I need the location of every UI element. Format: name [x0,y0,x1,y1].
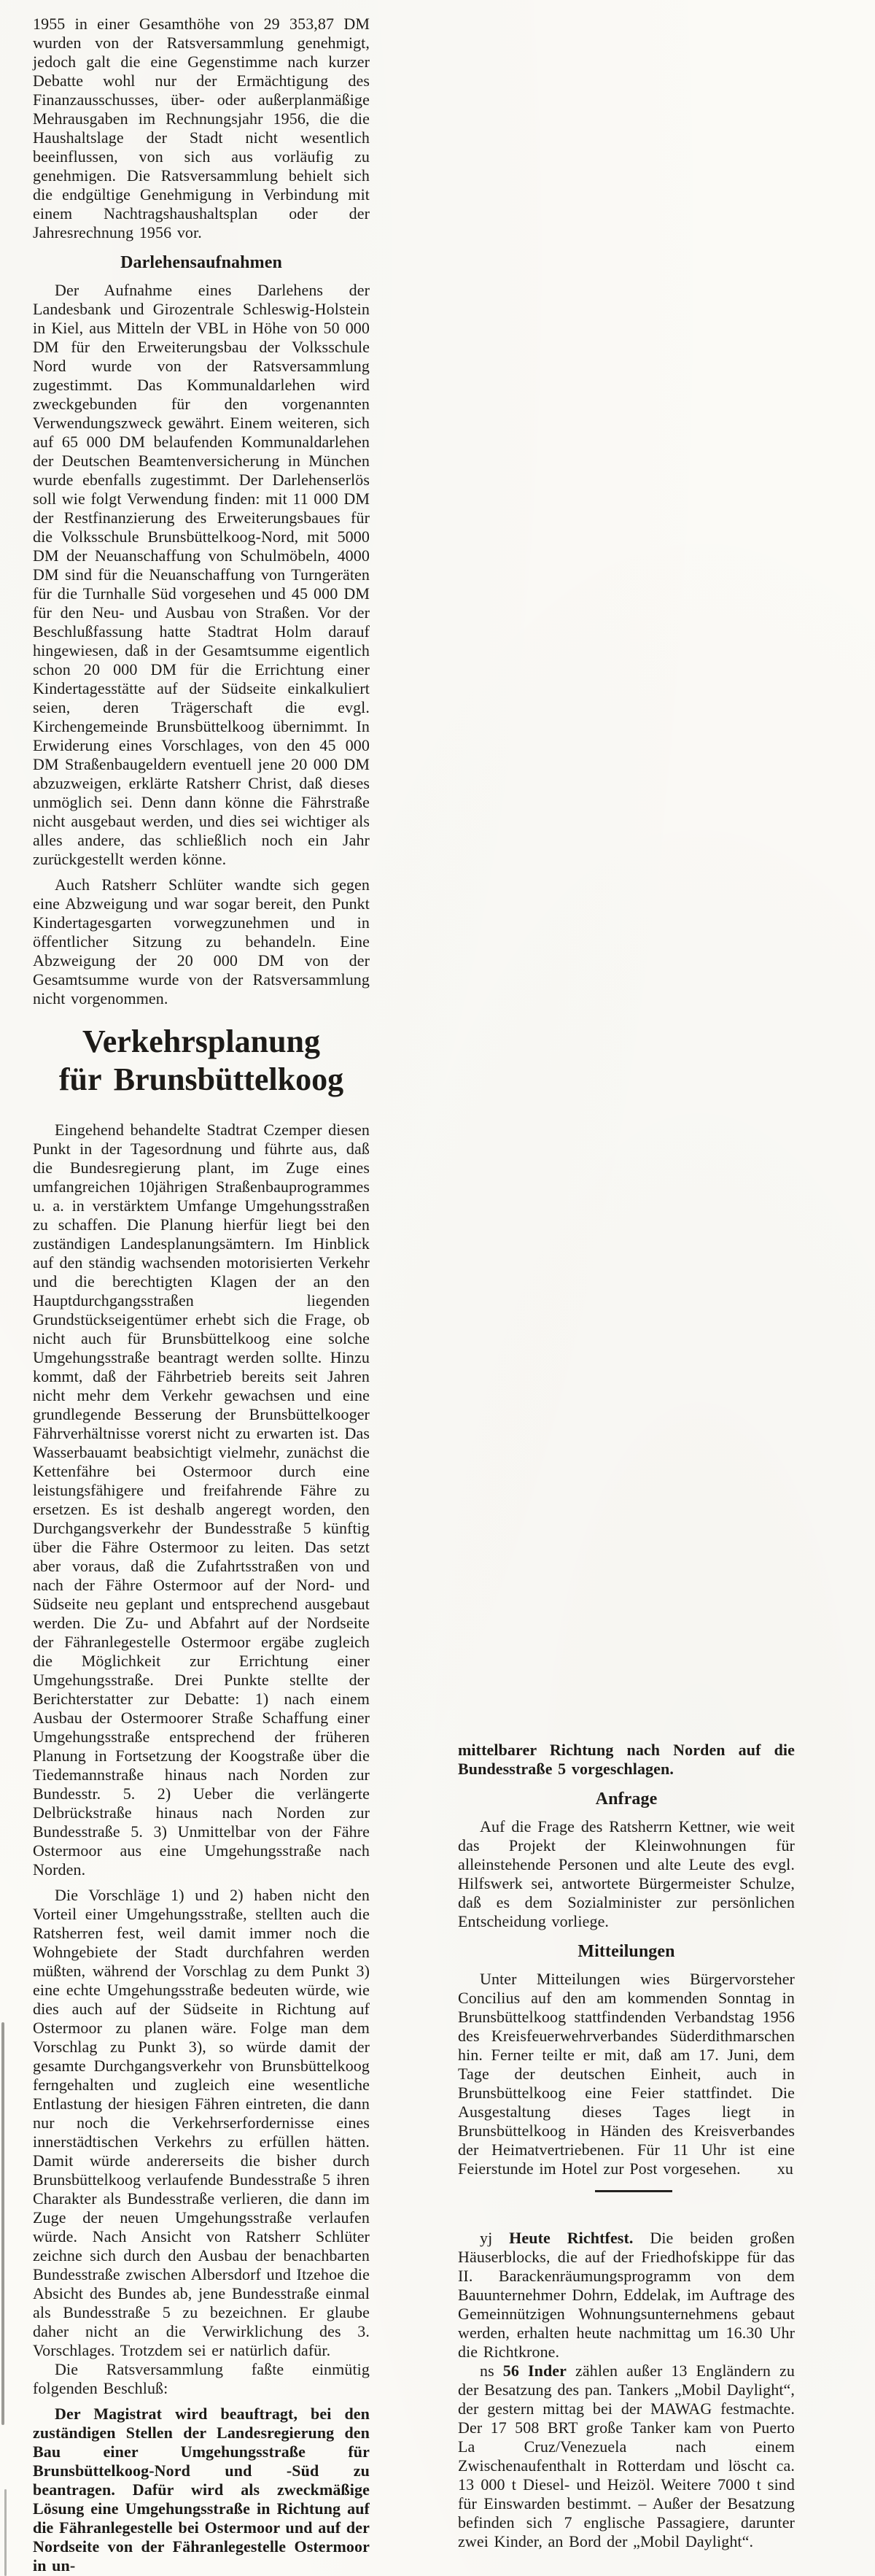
paragraph-text: yj [480,2229,510,2247]
paragraph-text: Auf die Frage des Ratsherrn Kettner, wie weit das Projekt der Kleinwohnungen für alleinstehende Personen und alte Leute des evgl. Hilfswerk sei, antwortete Bürgermeister Schulze, daß es dem Sozialminister zur persönlichen Entscheidung vorliege. [458,1817,795,1930]
column-left [33,15,370,2575]
paragraph-text: Die beiden großen Häuserblocks, die auf der Friedhofskippe für das II. Barackenräumungsprogramm von dem Bauunternehmer Dohrn, Eddelak, im Auftrage des Gemeinnützigen Wohnungsunternehmens gebaut werden, erhalten heute nachmittag um 16.30 Uhr die Richtkrone. [458,2229,795,2361]
paragraph-text: ns [480,2362,503,2380]
paragraph-text: Der Aufnahme eines Darlehens der Landesbank und Girozentrale Schleswig-Holstein in Kiel, aus Mitteln der VBL in Höhe von 50 000 DM für den Erweiterungsbau der Volksschule Nord wurde von der Ratsversammlung zugestimmt. Das Kommunaldarlehen wird zweckgebunden für den vorgenannten Verwendungszweck gewährt. Einem weiteren, sich auf 65 000 DM belaufenden Kommunaldarlehen der Deutschen Beamtenversicherung in München wurde ebenfalls zugestimmt. Der Darlehenserlös soll wie folgt Verwendung finden: mit 11 000 DM der Restfinanzierung des Erweiterungsbaues für die Volksschule Brunsbüttelkoog-Nord, mit 5000 DM der Neuanschaffung von Schulmöbeln, 4000 DM sind für die Neuanschaffung von Turngeräten für die Turnhalle Süd vorgesehen und 45 000 DM für den Neu- und Ausbau von Straßen. Vor der Beschlußfassung hatte Stadtrat Holm darauf hingewiesen, daß in der Gesamtsumme eigentlich schon 20 000 DM für die Errichtung einer Kindertagesstätte auf der Südseite einkalkuliert seien, deren Trägerschaft die evgl. Kirchengemeinde Brunsbüttelkoog übernimmt. In Erwiderung eines Vorschlages, von den 45 000 DM Straßenbaugeldern eventuell jene 20 000 DM abzuzweigen, erklärte Ratsherr Christ, daß dieses unmöglich sei. Denn dann könne die Fährstraße nicht ausgebaut werden, und dies sei wichtiger als alles andere, das schließlich noch ein Jahr zurückgestellt werden könne. [33,281,370,868]
article-paragraph [33,1886,370,2360]
paragraph-text: zählen außer 13 Engländern zu der Besatzung des pan. Tankers „Mobil Daylight“, der gestern mittag bei der MAWAG festmachte. Der 17 508 BRT große Tanker kam von Puerto La Cruz/Venezuela nach einem Zwischenaufenthalt in Rotterdam und löscht ca. 13 000 t Diesel- und Heizöl. Weitere 7000 t sind für Einswarden bestimmt. – Außer der Besatzung befinden sich 7 englische Passagiere, darunter zwei Kinder, an Bord der „Mobil Daylight“. [458,2362,795,2550]
headline-line: Verkehrsplanung [82,1024,321,1059]
headline-line: für Brunsbüttelkoog [58,1061,344,1097]
section-heading: Mitteilungen [578,1942,675,1961]
paragraph-text: 1955 in einer Gesamthöhe von 29 353,87 DM wurden von der Ratsversammlung genehmigt, jedoch galt die eine Gegenstimme nach kurzer Debatte wohl nur der Ermächtigung des Finanzausschusses, über- oder außerplanmäßige Mehrausgaben im Rechnungsjahr 1956, die die Haushaltslage der Stadt nicht wesentlich beeinflussen, von sich aus vorläufig zu genehmigen. Die Ratsversammlung behielt sich die endgültige Genehmigung in Verbindung mit einem Nachtragshaushaltsplan oder der Jahresrechnung 1956 vor. [33,15,370,241]
article-paragraph [458,1970,795,2178]
paragraph-text: Die Vorschläge 1) und 2) haben nicht den Vorteil einer Umgehungsstraße, stellten auch die Ratsherren fest, weil damit immer noch die Wohngebiete der Stadt durchfahren werden müßten, während der Vorschlag zu dem Punkt 3) eine echte Umgehungsstraße bedeuten würde, wie dies auch auf der Südseite in Richtung auf Ostermoor zu planen wäre. Folge man dem Vorschlag zu Punkt 3), so würde damit der gesamte Durchgangsverkehr von Brunsbüttelkoog ferngehalten und zugleich eine wesentliche Entlastung der hiesigen Fähren eintreten, die dann nur noch die Verkehrserfordernisse eines innerstädtischen Verkehrs zu erfüllen hätten. Damit würde andererseits die bisher durch Brunsbüttelkoog verlaufende Bundesstraße 5 ihren Charakter als Bundesstraße verlieren, die dann im Zuge der neuen Umgehungsstraße verlaufen würde. Nach Ansicht von Ratsherr Schlüter zeichne sich durch den Ausbau der benachbarten Bundesstraße zwischen Albersdorf und Itzehoe die Absicht des Bundes ab, jene Bundesstraße einmal als Bundesstraße 5 zu bezeichnen. Er glaube daher nicht an die Verwirklichung des 3. Vorschlages. Trotzdem sei er natürlich dafür. [33,1886,370,2359]
scan-edge-artifact [4,2489,7,2576]
divider-rule [595,2190,672,2192]
article-paragraph [33,15,370,242]
article-paragraph [458,1817,795,1931]
bold-lead-in: Heute Richtfest. [509,2229,634,2247]
article-paragraph [33,2405,370,2575]
section-heading: Darlehensaufnahmen [120,253,282,272]
bold-lead-in: 56 Inder [502,2362,567,2380]
paragraph-text: Der Magistrat wird beauftragt, bei den zuständigen Stellen der Landesregierung den Bau einer Umgehungsstraße für Brunsbüttelkoog-Nord und -Süd zu beantragen. Dafür wird als zweckmäßige Lösung eine Umgehungsstraße in Richtung auf die Fähranlegestelle bei Ostermoor und auf der Nordseite von der Fähranlegestelle Ostermoor in un- [33,2405,370,2575]
paragraph-text: Unter Mitteilungen wies Bürgervorsteher Concilius auf den am kommenden Sonntag in Brunsbüttelkoog stattfindenden Verbandstag 1956 des Kreisfeuerwehrverbandes Süderdithmarschen hin. Ferner teilte er mit, daß am 17. Juni, dem Tage der deutschen Einheit, auch in Brunsbüttelkoog eine Feier stattfindet. Die Ausgestaltung dieses Tages liegt in Brunsbüttelkoog in Händen des Kreisverbandes der Heimatvertriebenen. Für 11 Uhr ist eine Feierstunde im Hotel zur Post vorgesehen. [458,1970,795,2178]
section-heading: Anfrage [595,1790,658,1809]
paragraph-text: Auch Ratsherr Schlüter wandte sich gegen eine Abzweigung und war sogar bereit, den Punkt Kindertagesgarten vorwegzunehmen und in öffentlicher Sitzung zu behandeln. Eine Abzweigung der 20 000 DM von der Gesamtsumme wurde von der Ratsversammlung nicht vorgenommen. [33,875,370,1007]
paragraph-text: Die Ratsversammlung faßte einmütig folgenden Beschluß: [33,2360,370,2397]
column-right [458,1741,795,2551]
scan-edge-artifact [1,2022,4,2425]
article-headline [33,1023,370,1099]
article-paragraph [33,875,370,1008]
paragraph-text: Eingehend behandelte Stadtrat Czemper diesen Punkt in der Tagesordnung und führte aus, daß die Bundesregierung plant, im Zuge eines umfangreichen 10jährigen Straßenbauprogrammes u. a. in verstärktem Umfange Umgehungsstraßen zu schaffen. Die Planung hierfür liegt bei den zuständigen Landesplanungsämtern. Im Hinblick auf den ständig wachsenden motorisierten Verkehr und die berechtigten Klagen der an den Hauptdurchgangsstraßen liegenden Grundstückseigentümer erhebt sich die Frage, ob nicht auch für Brunsbüttelkoog eine solche Umgehungsstraße beantragt werden sollte. Hinzu kommt, daß der Fährbetrieb bereits seit Jahren nicht mehr dem Verkehr gewachsen und eine grundlegende Besserung der Brunsbüttelkooger Fährverhältnisse vorerst nicht zu erwarten ist. Das Wasserbauamt beabsichtigt vielmehr, zunächst die Kettenfähre bei Ostermoor durch eine leistungsfähigere und freifahrende Fähre zu ersetzen. Es ist deshalb angeregt worden, den Durchgangsverkehr der Bundesstraße 5 künftig über die Fähre Ostermoor zu leiten. Das setzt aber voraus, daß die Zufahrtsstraßen von und nach der Fähre Ostermoor auf der Nord- und Südseite neu geplant und entsprechend ausgebaut werden. Die Zu- und Abfahrt auf der Nordseite der Fähranlegestelle Ostermoor ergäbe zugleich die Möglichkeit zur Errichtung einer Umgehungsstraße. Drei Punkte stellte der Berichterstatter zur Debatte: 1) nach einem Ausbau der Ostermoorer Straße Schaffung einer Umgehungsstraße entsprechend der früheren Planung in Fortsetzung der Koogstraße über die Tiedemannstraße hinaus nach Norden zur Bundesstr. 5. 2) Ueber die verlängerte Delbrückstraße hinaus nach Norden zur Bundesstraße 5. 3) Unmittelbar von der Fähre Ostermoor aus eine Umgehungsstraße nach Norden. [33,1121,370,1879]
article-paragraph [458,2229,795,2362]
article-paragraph [33,2360,370,2398]
author-initials: xu [777,2159,793,2178]
article-paragraph [458,2362,795,2551]
article-paragraph [33,1121,370,1879]
article-paragraph [458,1741,795,1779]
article-paragraph [33,281,370,869]
paragraph-text: mittelbarer Richtung nach Norden auf die Bundesstraße 5 vorgeschlagen. [458,1741,795,1778]
